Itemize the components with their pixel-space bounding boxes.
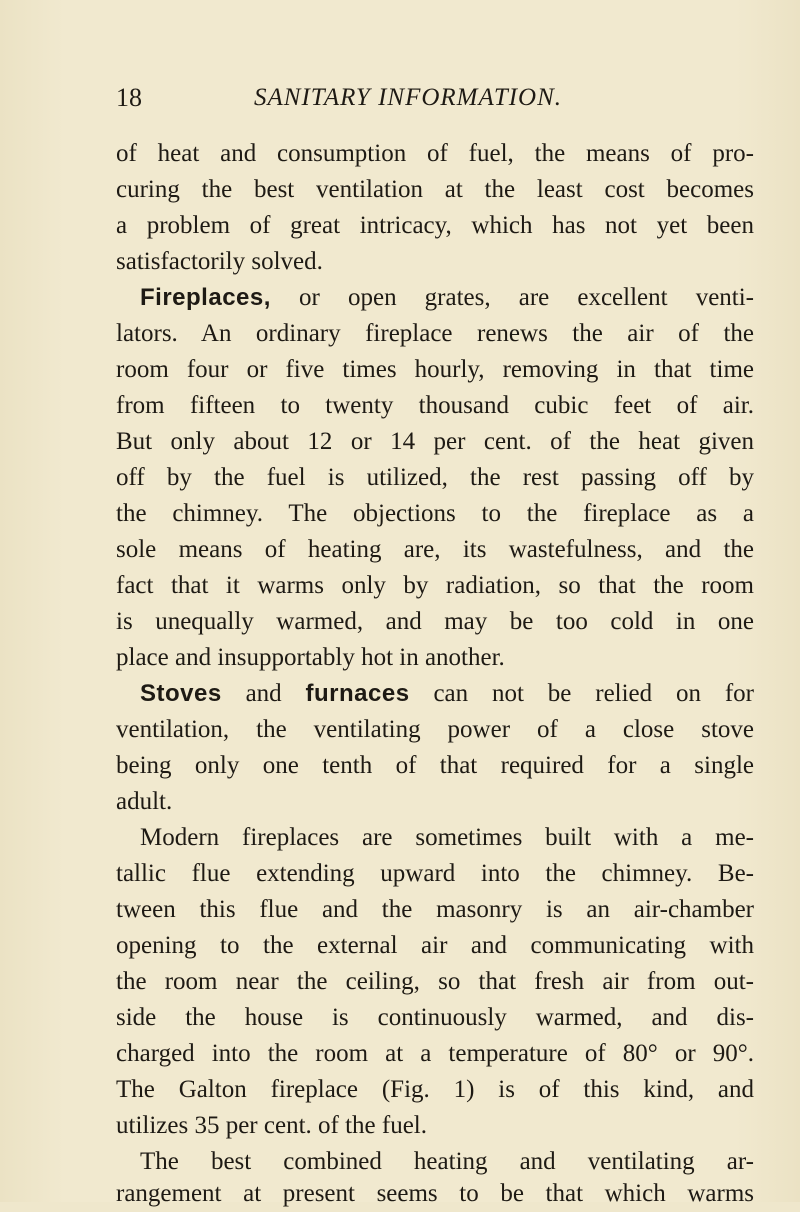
text-line-18: being only one tenth of that required for a single bbox=[116, 752, 754, 779]
text-line-6: lators. An ordinary fireplace renews the air of the bbox=[116, 320, 754, 347]
sidehead-furnaces: furnaces bbox=[305, 680, 410, 707]
text-line-15: place and insupportably hot in another. bbox=[116, 644, 505, 671]
text-line-22: tween this flue and the masonry is an air-chamber bbox=[116, 896, 754, 923]
text-line-21: tallic flue extending upward into the chimney. Be- bbox=[116, 860, 754, 887]
page-number: 18 bbox=[116, 83, 142, 112]
text-line-13: fact that it warms only by radiation, so that the room bbox=[116, 572, 754, 599]
text-line-1: of heat and consumption of fuel, the means of pro- bbox=[116, 140, 754, 167]
text-line-14: is unequally warmed, and may be too cold in one bbox=[116, 608, 754, 635]
text-line-8: from fifteen to twenty thousand cubic feet of air. bbox=[116, 392, 754, 419]
text-line-29: The best combined heating and ventilating ar- bbox=[140, 1148, 754, 1175]
text-line-20: Modern fireplaces are sometimes built with a me- bbox=[140, 824, 754, 851]
text-line-19: adult. bbox=[116, 788, 173, 815]
page-header bbox=[116, 80, 756, 116]
text-line-16-rest: can not be relied on for bbox=[433, 680, 755, 707]
text-line-10: off by the fuel is utilized, the rest passing off by bbox=[116, 464, 754, 491]
text-line-3: a problem of great intricacy, which has not yet been bbox=[116, 212, 754, 239]
sidehead-stoves: Stoves bbox=[140, 680, 222, 707]
text-line-2: curing the best ventilation at the least cost becomes bbox=[116, 176, 754, 203]
text-line-23: opening to the external air and communicating with bbox=[116, 932, 754, 959]
text-line-4: satisfactorily solved. bbox=[116, 248, 323, 275]
text-line-17: ventilation, the ventilating power of a close stove bbox=[116, 716, 754, 743]
sidehead-fireplaces: Fireplaces, bbox=[140, 284, 271, 311]
text-line-9: But only about 12 or 14 per cent. of the heat given bbox=[116, 428, 754, 455]
text-line-16 bbox=[140, 676, 754, 712]
text-line-26: charged into the room at a temperature of 80° or 90°. bbox=[116, 1040, 754, 1067]
text-line-28: utilizes 35 per cent. of the fuel. bbox=[116, 1112, 427, 1139]
text-line-27: The Galton fireplace (Fig. 1) is of this kind, and bbox=[116, 1076, 754, 1103]
sidehead-and: and bbox=[245, 680, 282, 707]
text-line-24: the room near the ceiling, so that fresh air from out- bbox=[116, 968, 754, 995]
running-title: SANITARY INFORMATION. bbox=[254, 84, 563, 111]
text-line-7: room four or five times hourly, removing in that time bbox=[116, 356, 754, 383]
text-line-5-rest: or open grates, are excellent venti- bbox=[299, 284, 755, 311]
text-line-25: side the house is continuously warmed, and dis- bbox=[116, 1004, 754, 1031]
text-line-12: sole means of heating are, its wastefulness, and the bbox=[116, 536, 754, 563]
text-line-5 bbox=[140, 280, 754, 316]
text-line-30: rangement at present seems to be that which warms bbox=[116, 1180, 754, 1207]
text-line-11: the chimney. The objections to the fireplace as a bbox=[116, 500, 754, 527]
